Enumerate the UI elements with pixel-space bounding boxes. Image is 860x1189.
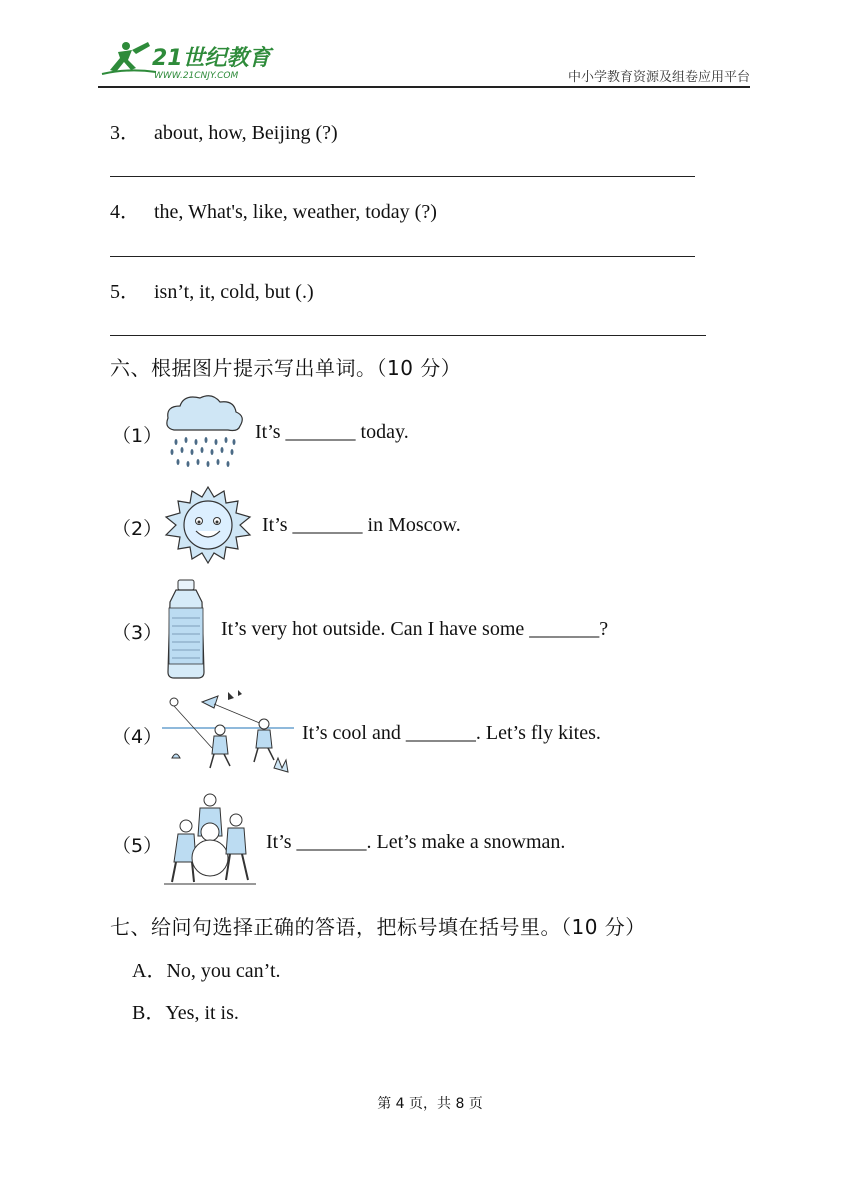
item-label: （4） — [112, 726, 163, 748]
answer-line[interactable] — [110, 335, 706, 336]
item-sentence: It’s cool and _______. Let’s fly kites. — [302, 722, 601, 744]
item-sentence: It’s _______ today. — [255, 421, 409, 443]
question-text: about, how, Beijing (?) — [154, 122, 338, 144]
option-text: Yes, it is. — [165, 1002, 239, 1024]
platform-name: 中小学教育资源及组卷应用平台 — [567, 70, 750, 85]
option-b — [132, 996, 239, 1025]
svg-text:21世纪教育: 21世纪教育 — [152, 46, 271, 71]
item-label: （2） — [112, 518, 163, 540]
question-number: 4． — [110, 201, 140, 223]
item-label: （3） — [112, 622, 163, 644]
item-label: （1） — [112, 425, 163, 447]
item-sentence: It’s _______. Let’s make a snowman. — [266, 831, 566, 853]
answer-line[interactable] — [110, 256, 695, 257]
header-divider — [98, 86, 750, 88]
section-7-title: 七、给问句选择正确的答语，把标号填在括号里。（10 分） — [110, 915, 646, 939]
snowman-icon — [164, 792, 256, 888]
section-6-title: 六、根据图片提示写出单词。（10 分） — [110, 356, 462, 380]
rain-cloud-icon — [162, 392, 246, 470]
item-label: （5） — [112, 835, 163, 857]
question-3 — [110, 116, 338, 145]
water-bottle-icon — [162, 578, 210, 680]
question-text: isn’t, it, cold, but (.) — [154, 281, 314, 303]
question-4 — [110, 195, 437, 224]
option-text: No, you can’t. — [166, 960, 281, 982]
question-number: 5． — [110, 281, 140, 303]
option-letter: B． — [132, 1002, 166, 1024]
page-number: 第 4 页，共 8 页 — [377, 1096, 483, 1112]
item-sentence: It’s _______ in Moscow. — [262, 514, 461, 536]
question-5 — [110, 275, 314, 304]
logo-icon — [98, 38, 298, 84]
question-text: the, What's, like, weather, today (?) — [154, 201, 437, 223]
answer-line[interactable] — [110, 176, 695, 177]
item-sentence: It’s very hot outside. Can I have some _______? — [221, 618, 609, 640]
site-logo — [98, 38, 298, 84]
option-letter: A． — [132, 960, 167, 982]
option-a — [132, 954, 281, 983]
sun-icon — [162, 485, 254, 565]
question-number: 3． — [110, 122, 140, 144]
svg-text:WWW.21CNJY.COM: WWW.21CNJY.COM — [154, 71, 239, 81]
kite-flying-icon — [162, 688, 294, 776]
